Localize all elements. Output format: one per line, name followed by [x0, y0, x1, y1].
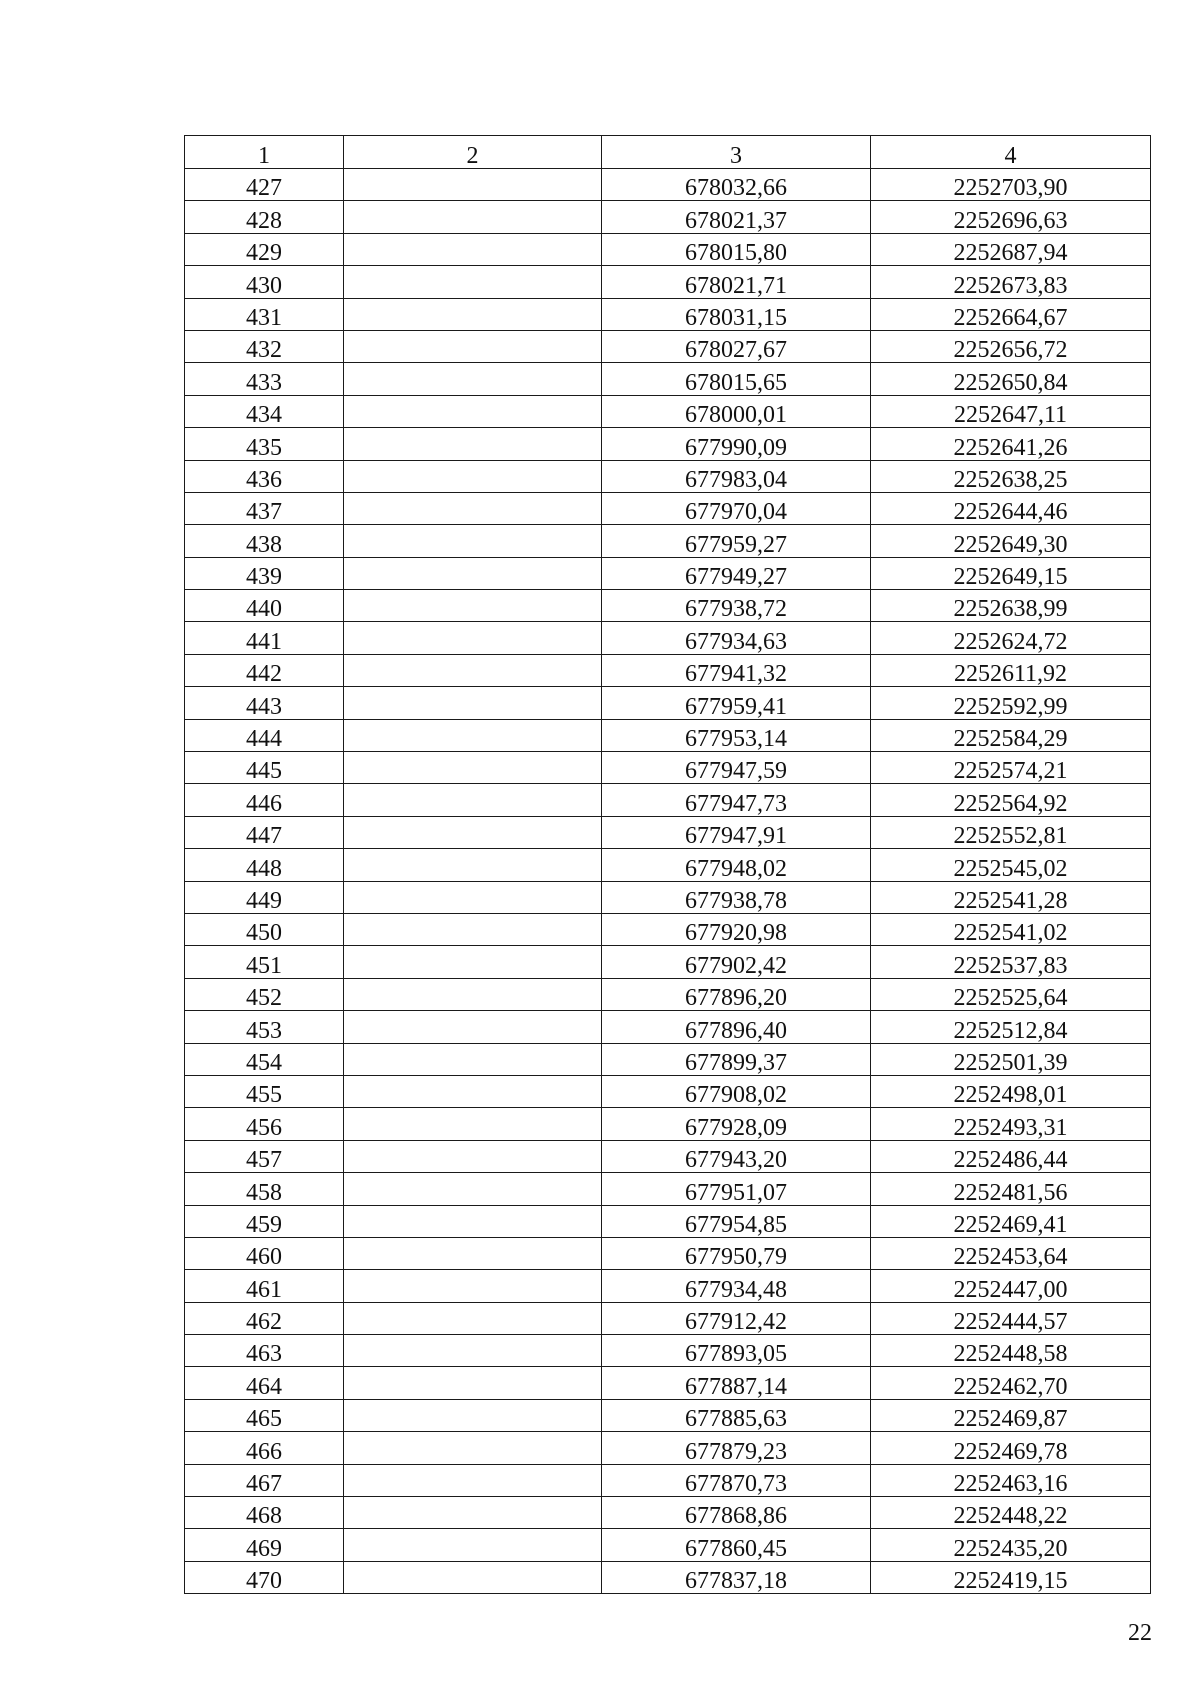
point-number-cell: 438: [185, 525, 344, 557]
column-2-cell: [344, 492, 602, 524]
y-coordinate-cell: 2252463,16: [871, 1464, 1151, 1496]
column-2-cell: [344, 1237, 602, 1269]
y-coordinate-cell: 2252493,31: [871, 1108, 1151, 1140]
x-coordinate-cell: 677928,09: [602, 1108, 871, 1140]
point-number-cell: 442: [185, 654, 344, 686]
x-coordinate-cell: 677941,32: [602, 654, 871, 686]
point-number-cell: 428: [185, 201, 344, 233]
point-number-cell: 454: [185, 1043, 344, 1075]
x-coordinate-cell: 677934,63: [602, 622, 871, 654]
column-2-cell: [344, 395, 602, 427]
y-coordinate-cell: 2252687,94: [871, 233, 1151, 265]
point-number-cell: 448: [185, 849, 344, 881]
table-row: [185, 1108, 1151, 1140]
y-coordinate-cell: 2252444,57: [871, 1302, 1151, 1334]
table-row: [185, 946, 1151, 978]
point-number-cell: 453: [185, 1011, 344, 1043]
y-coordinate-cell: 2252644,46: [871, 492, 1151, 524]
y-coordinate-cell: 2252435,20: [871, 1529, 1151, 1561]
point-number-cell: 445: [185, 752, 344, 784]
column-2-cell: [344, 978, 602, 1010]
x-coordinate-cell: 678031,15: [602, 298, 871, 330]
column-2-cell: [344, 169, 602, 201]
x-coordinate-cell: 677947,59: [602, 752, 871, 784]
table-row: [185, 881, 1151, 913]
table-row: [185, 1011, 1151, 1043]
x-coordinate-cell: 677908,02: [602, 1075, 871, 1107]
x-coordinate-cell: 677983,04: [602, 460, 871, 492]
table-row: [185, 1335, 1151, 1367]
x-coordinate-cell: 677934,48: [602, 1270, 871, 1302]
column-2-cell: [344, 784, 602, 816]
y-coordinate-cell: 2252592,99: [871, 687, 1151, 719]
column-2-cell: [344, 1497, 602, 1529]
x-coordinate-cell: 677899,37: [602, 1043, 871, 1075]
y-coordinate-cell: 2252469,41: [871, 1205, 1151, 1237]
y-coordinate-cell: 2252462,70: [871, 1367, 1151, 1399]
column-2-cell: [344, 881, 602, 913]
y-coordinate-cell: 2252469,78: [871, 1432, 1151, 1464]
table-row: [185, 1561, 1151, 1593]
point-number-cell: 456: [185, 1108, 344, 1140]
column-2-cell: [344, 849, 602, 881]
y-coordinate-cell: 2252650,84: [871, 363, 1151, 395]
table-row: [185, 330, 1151, 362]
coordinates-table: [184, 135, 1151, 1594]
table-row: [185, 622, 1151, 654]
point-number-cell: 450: [185, 913, 344, 945]
y-coordinate-cell: 2252545,02: [871, 849, 1151, 881]
column-2-cell: [344, 752, 602, 784]
table-row: [185, 1075, 1151, 1107]
column-2-cell: [344, 1043, 602, 1075]
point-number-cell: 434: [185, 395, 344, 427]
x-coordinate-cell: 678000,01: [602, 395, 871, 427]
x-coordinate-cell: 677938,72: [602, 590, 871, 622]
table-row: [185, 1464, 1151, 1496]
column-2-cell: [344, 233, 602, 265]
table-row: [185, 687, 1151, 719]
x-coordinate-cell: 677949,27: [602, 557, 871, 589]
y-coordinate-cell: 2252486,44: [871, 1140, 1151, 1172]
x-coordinate-cell: 677948,02: [602, 849, 871, 881]
x-coordinate-cell: 677920,98: [602, 913, 871, 945]
point-number-cell: 440: [185, 590, 344, 622]
point-number-cell: 457: [185, 1140, 344, 1172]
column-2-cell: [344, 1561, 602, 1593]
y-coordinate-cell: 2252469,87: [871, 1399, 1151, 1431]
column-2-cell: [344, 1367, 602, 1399]
table-header-row: [185, 136, 1151, 169]
point-number-cell: 444: [185, 719, 344, 751]
point-number-cell: 467: [185, 1464, 344, 1496]
y-coordinate-cell: 2252647,11: [871, 395, 1151, 427]
column-2-cell: [344, 428, 602, 460]
y-coordinate-cell: 2252525,64: [871, 978, 1151, 1010]
column-2-cell: [344, 590, 602, 622]
column-2-cell: [344, 201, 602, 233]
y-coordinate-cell: 2252453,64: [871, 1237, 1151, 1269]
point-number-cell: 460: [185, 1237, 344, 1269]
table-row: [185, 1497, 1151, 1529]
x-coordinate-cell: 677912,42: [602, 1302, 871, 1334]
y-coordinate-cell: 2252649,15: [871, 557, 1151, 589]
point-number-cell: 432: [185, 330, 344, 362]
y-coordinate-cell: 2252448,58: [871, 1335, 1151, 1367]
x-coordinate-cell: 677943,20: [602, 1140, 871, 1172]
point-number-cell: 449: [185, 881, 344, 913]
column-2-cell: [344, 687, 602, 719]
x-coordinate-cell: 677896,20: [602, 978, 871, 1010]
point-number-cell: 451: [185, 946, 344, 978]
table-row: [185, 525, 1151, 557]
column-2-cell: [344, 266, 602, 298]
point-number-cell: 427: [185, 169, 344, 201]
point-number-cell: 429: [185, 233, 344, 265]
column-2-cell: [344, 1011, 602, 1043]
point-number-cell: 433: [185, 363, 344, 395]
table-row: [185, 1432, 1151, 1464]
y-coordinate-cell: 2252541,28: [871, 881, 1151, 913]
x-coordinate-cell: 677837,18: [602, 1561, 871, 1593]
column-2-cell: [344, 622, 602, 654]
x-coordinate-cell: 677870,73: [602, 1464, 871, 1496]
column-2-cell: [344, 1075, 602, 1107]
table-row: [185, 752, 1151, 784]
column-2-cell: [344, 1173, 602, 1205]
y-coordinate-cell: 2252664,67: [871, 298, 1151, 330]
x-coordinate-cell: 677953,14: [602, 719, 871, 751]
point-number-cell: 461: [185, 1270, 344, 1302]
table-row: [185, 654, 1151, 686]
point-number-cell: 452: [185, 978, 344, 1010]
table-row: [185, 557, 1151, 589]
x-coordinate-cell: 677951,07: [602, 1173, 871, 1205]
point-number-cell: 455: [185, 1075, 344, 1107]
point-number-cell: 462: [185, 1302, 344, 1334]
header-cell: 3: [602, 136, 871, 169]
point-number-cell: 469: [185, 1529, 344, 1561]
column-2-cell: [344, 1140, 602, 1172]
column-2-cell: [344, 330, 602, 362]
column-2-cell: [344, 719, 602, 751]
y-coordinate-cell: 2252624,72: [871, 622, 1151, 654]
point-number-cell: 447: [185, 816, 344, 848]
x-coordinate-cell: 677902,42: [602, 946, 871, 978]
x-coordinate-cell: 677954,85: [602, 1205, 871, 1237]
x-coordinate-cell: 677860,45: [602, 1529, 871, 1561]
table-row: [185, 1302, 1151, 1334]
column-2-cell: [344, 460, 602, 492]
table-row: [185, 719, 1151, 751]
table-row: [185, 363, 1151, 395]
y-coordinate-cell: 2252498,01: [871, 1075, 1151, 1107]
point-number-cell: 439: [185, 557, 344, 589]
table-row: [185, 395, 1151, 427]
x-coordinate-cell: 678015,65: [602, 363, 871, 395]
x-coordinate-cell: 677947,73: [602, 784, 871, 816]
column-2-cell: [344, 298, 602, 330]
table-row: [185, 1529, 1151, 1561]
y-coordinate-cell: 2252696,63: [871, 201, 1151, 233]
x-coordinate-cell: 677893,05: [602, 1335, 871, 1367]
x-coordinate-cell: 677887,14: [602, 1367, 871, 1399]
point-number-cell: 463: [185, 1335, 344, 1367]
y-coordinate-cell: 2252649,30: [871, 525, 1151, 557]
point-number-cell: 446: [185, 784, 344, 816]
table-row: [185, 1270, 1151, 1302]
table-row: [185, 233, 1151, 265]
table-row: [185, 1367, 1151, 1399]
table-row: [185, 428, 1151, 460]
table-row: [185, 460, 1151, 492]
x-coordinate-cell: 677896,40: [602, 1011, 871, 1043]
point-number-cell: 466: [185, 1432, 344, 1464]
point-number-cell: 437: [185, 492, 344, 524]
x-coordinate-cell: 677879,23: [602, 1432, 871, 1464]
point-number-cell: 435: [185, 428, 344, 460]
table-row: [185, 978, 1151, 1010]
column-2-cell: [344, 1432, 602, 1464]
table-row: [185, 784, 1151, 816]
y-coordinate-cell: 2252638,25: [871, 460, 1151, 492]
header-cell: 2: [344, 136, 602, 169]
table-row: [185, 913, 1151, 945]
x-coordinate-cell: 677990,09: [602, 428, 871, 460]
point-number-cell: 458: [185, 1173, 344, 1205]
y-coordinate-cell: 2252584,29: [871, 719, 1151, 751]
x-coordinate-cell: 678032,66: [602, 169, 871, 201]
x-coordinate-cell: 678021,71: [602, 266, 871, 298]
table-row: [185, 298, 1151, 330]
x-coordinate-cell: 677959,41: [602, 687, 871, 719]
y-coordinate-cell: 2252447,00: [871, 1270, 1151, 1302]
column-2-cell: [344, 1529, 602, 1561]
table-row: [185, 169, 1151, 201]
x-coordinate-cell: 678027,67: [602, 330, 871, 362]
column-2-cell: [344, 654, 602, 686]
point-number-cell: 430: [185, 266, 344, 298]
y-coordinate-cell: 2252481,56: [871, 1173, 1151, 1205]
x-coordinate-cell: 677947,91: [602, 816, 871, 848]
y-coordinate-cell: 2252673,83: [871, 266, 1151, 298]
point-number-cell: 470: [185, 1561, 344, 1593]
x-coordinate-cell: 677959,27: [602, 525, 871, 557]
table-row: [185, 1140, 1151, 1172]
column-2-cell: [344, 1399, 602, 1431]
table-row: [185, 849, 1151, 881]
point-number-cell: 468: [185, 1497, 344, 1529]
header-cell: 1: [185, 136, 344, 169]
column-2-cell: [344, 1205, 602, 1237]
x-coordinate-cell: 677885,63: [602, 1399, 871, 1431]
y-coordinate-cell: 2252419,15: [871, 1561, 1151, 1593]
column-2-cell: [344, 1270, 602, 1302]
column-2-cell: [344, 1464, 602, 1496]
x-coordinate-cell: 677950,79: [602, 1237, 871, 1269]
point-number-cell: 431: [185, 298, 344, 330]
header-cell: 4: [871, 136, 1151, 169]
y-coordinate-cell: 2252611,92: [871, 654, 1151, 686]
column-2-cell: [344, 363, 602, 395]
column-2-cell: [344, 946, 602, 978]
column-2-cell: [344, 557, 602, 589]
point-number-cell: 464: [185, 1367, 344, 1399]
table-row: [185, 1205, 1151, 1237]
point-number-cell: 443: [185, 687, 344, 719]
column-2-cell: [344, 1302, 602, 1334]
y-coordinate-cell: 2252501,39: [871, 1043, 1151, 1075]
column-2-cell: [344, 1108, 602, 1140]
x-coordinate-cell: 677938,78: [602, 881, 871, 913]
table-row: [185, 266, 1151, 298]
y-coordinate-cell: 2252656,72: [871, 330, 1151, 362]
table-row: [185, 816, 1151, 848]
y-coordinate-cell: 2252564,92: [871, 784, 1151, 816]
table-row: [185, 1043, 1151, 1075]
point-number-cell: 459: [185, 1205, 344, 1237]
x-coordinate-cell: 678021,37: [602, 201, 871, 233]
table-row: [185, 1237, 1151, 1269]
point-number-cell: 465: [185, 1399, 344, 1431]
coordinates-table-body: [185, 136, 1151, 1594]
y-coordinate-cell: 2252448,22: [871, 1497, 1151, 1529]
point-number-cell: 441: [185, 622, 344, 654]
y-coordinate-cell: 2252541,02: [871, 913, 1151, 945]
column-2-cell: [344, 1335, 602, 1367]
y-coordinate-cell: 2252638,99: [871, 590, 1151, 622]
point-number-cell: 436: [185, 460, 344, 492]
x-coordinate-cell: 677868,86: [602, 1497, 871, 1529]
table-row: [185, 492, 1151, 524]
page-number: 22: [1128, 1620, 1152, 1646]
y-coordinate-cell: 2252703,90: [871, 169, 1151, 201]
column-2-cell: [344, 525, 602, 557]
table-row: [185, 1173, 1151, 1205]
table-row: [185, 1399, 1151, 1431]
y-coordinate-cell: 2252574,21: [871, 752, 1151, 784]
column-2-cell: [344, 913, 602, 945]
y-coordinate-cell: 2252552,81: [871, 816, 1151, 848]
table-row: [185, 590, 1151, 622]
y-coordinate-cell: 2252512,84: [871, 1011, 1151, 1043]
table-row: [185, 201, 1151, 233]
y-coordinate-cell: 2252537,83: [871, 946, 1151, 978]
x-coordinate-cell: 678015,80: [602, 233, 871, 265]
column-2-cell: [344, 816, 602, 848]
x-coordinate-cell: 677970,04: [602, 492, 871, 524]
y-coordinate-cell: 2252641,26: [871, 428, 1151, 460]
